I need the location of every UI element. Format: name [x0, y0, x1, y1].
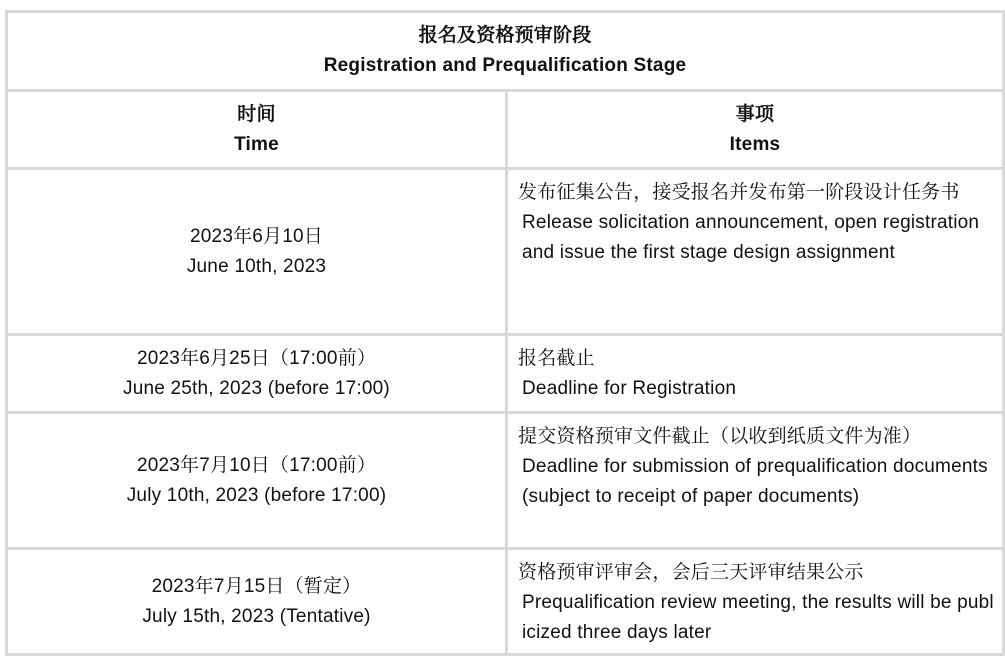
row-item-en: Release solicitation announcement, open registration and issue the first stage design assignment [522, 212, 980, 263]
title-en: Registration and Prequalification Stage [323, 55, 687, 76]
table-title-row [8, 13, 1005, 92]
header-time [8, 92, 508, 167]
title-zh: 报名及资格预审阶段 [418, 25, 592, 46]
row-time-zh: 2023年6月10日 [190, 225, 323, 247]
row-time-en: June 25th, 2023 (before 17:00) [123, 377, 390, 399]
header-time-en: Time [234, 133, 279, 155]
table-row [8, 414, 1005, 550]
row-item [508, 414, 1005, 547]
row-item-zh: 提交资格预审文件截止（以收到纸质文件为准） [518, 426, 922, 447]
row-time-en: July 10th, 2023 (before 17:00) [126, 484, 387, 506]
header-items [508, 92, 1005, 167]
row-time-zh: 2023年7月10日（17:00前） [136, 454, 377, 476]
row-time-zh: 2023年6月25日（17:00前） [136, 347, 377, 369]
row-time [8, 336, 508, 411]
header-time-zh: 时间 [237, 103, 276, 125]
header-items-zh: 事项 [735, 103, 775, 125]
row-item [508, 170, 1005, 333]
row-item [508, 550, 1005, 653]
row-item-en: Deadline for Registration [522, 378, 737, 399]
row-time [8, 414, 508, 547]
row-item-zh: 发布征集公告，接受报名并发布第一阶段设计任务书 [518, 182, 960, 203]
row-time [8, 550, 508, 653]
row-time-en: June 10th, 2023 [186, 255, 327, 277]
table-title [8, 13, 1005, 89]
schedule-table [5, 10, 1005, 656]
table-row [8, 550, 1005, 656]
row-time-en: July 15th, 2023 (Tentative) [142, 605, 371, 627]
row-time-zh: 2023年7月15日（暂定） [151, 575, 362, 597]
row-item-en: Prequalification review meeting, the results will be publicized three days later [522, 592, 994, 643]
row-item-zh: 报名截止 [518, 348, 595, 369]
table-header-row [8, 92, 1005, 170]
row-item-zh: 资格预审评审会，会后三天评审结果公示 [518, 562, 864, 583]
header-items-en: Items [729, 133, 781, 155]
row-time [8, 170, 508, 333]
table-row [8, 170, 1005, 336]
row-item-en: Deadline for submission of prequalification documents (subject to receipt of paper documents) [522, 456, 988, 507]
row-item [508, 336, 1005, 411]
table-row [8, 336, 1005, 414]
